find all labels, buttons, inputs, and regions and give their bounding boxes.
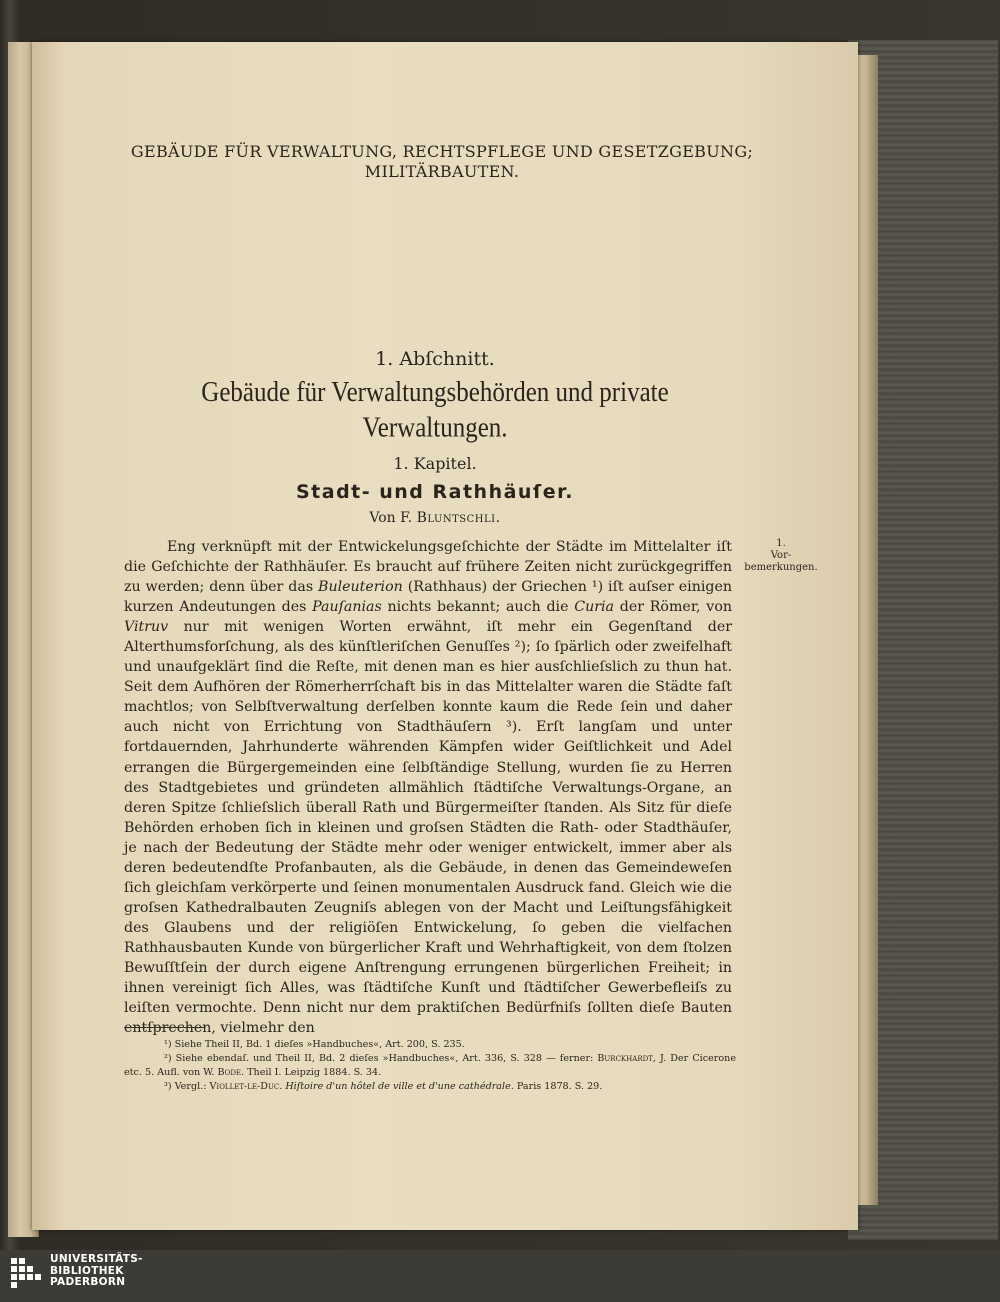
author-ref: Burckhardt	[597, 1053, 653, 1064]
text-run: Eng verknüpft mit der Entwickelungsgeſchichte der Städte im Mittelalter iſt die Geſchichte der Rathhäuſer. Es braucht auf frühere Zeiten nicht zurückgegriffen zu werden; denn über das	[124, 539, 732, 596]
text-run: . Theil I. Leipzig 1884. S. 34.	[241, 1067, 382, 1078]
footnote-1: ¹) Siehe Theil II, Bd. 1 dieſes »Handbuches«, Art. 200, S. 235.	[164, 1039, 465, 1050]
author-ref: Bode	[217, 1067, 242, 1078]
marginal-line: bemerkungen.	[744, 562, 818, 573]
footnotes	[124, 1038, 736, 1094]
footnote-rule	[124, 1027, 204, 1028]
section-title-line: Verwaltungen.	[362, 413, 508, 444]
marginal-number: 1.	[776, 538, 786, 549]
italic-term: Pauſanias	[312, 599, 382, 616]
body-text	[124, 537, 732, 1038]
author-ref: Viollet-le-Duc	[209, 1081, 280, 1092]
italic-term: Buleuterion	[318, 579, 403, 596]
text-run: .	[279, 1081, 286, 1092]
logo-line: UNIVERSITÄTS-	[50, 1253, 143, 1265]
author-name: Bluntschli.	[416, 510, 501, 526]
library-logo-text	[50, 1254, 143, 1289]
text-run: (Rathhaus) der Griechen ¹) iſt auſser einigen kurzen Andeutungen des	[124, 579, 732, 616]
footnote-2	[124, 1052, 736, 1080]
marginal-note	[736, 538, 826, 574]
logo-line: BIBLIOTHEK	[50, 1264, 124, 1277]
text-run: . Paris 1878. S. 29.	[510, 1081, 603, 1092]
italic-title: Hiſtoire d'un hôtel de ville et d'une cathédrale	[285, 1081, 511, 1092]
logo-line: PADERBORN	[50, 1276, 126, 1288]
chapter-number: 1. Kapitel.	[393, 454, 477, 473]
chapter-title: Stadt- und Rathhäuſer.	[295, 481, 574, 503]
book-page	[32, 42, 858, 1230]
running-head-line: MILITÄRBAUTEN.	[364, 162, 520, 181]
section-number: 1. Abſchnitt.	[375, 348, 495, 370]
text-run: , J. Der Cicerone etc. 5. Aufl. von W.	[124, 1053, 736, 1078]
text-run: ³) Vergl.:	[164, 1081, 210, 1092]
text-run: der Römer, von	[614, 599, 732, 616]
text-run: nur mit wenigen Worten erwähnt, iſt mehr ein Gegenſtand der Alterthumsforſchung, als des künſtleriſchen Genuſſes ²); ſo ſpärlich oder zweifelhaft und unaufgeklärt ſind die Reſte, mit denen man es hier ausſchlieſslich zu thun hat. Seit dem Aufhören der Römerherrſchaft bis in das Mittelalter waren die Städte faſt machtlos; von Selbſtverwaltung derſelben konnte kaum die Rede ſein und daher auch nicht von Errichtung von Stadthäuſern ³). Erſt langſam und unter fortdauernden, Jahrhunderte währenden Kämpfen wider Geiſtlichkeit und Adel errangen die Bürgergemeinden eine ſelbſtändige Stellung, wurden ſie zu Herren des Stadtgebietes und gründeten allmählich ſtädtiſche Verwaltungs-Organe, an deren Spitze ſchlieſslich überall Rath und Bürgermeiſter ſtanden. Als Sitz für dieſe Behörden erhoben ſich in kleinen und groſsen Städten die Rath- oder Stadthäuſer, je nach der Bedeutung der Städte mehr oder weniger entwickelt, immer aber als deren bedeutendſte Profanbauten, als die Gebäude, in denen das Gemeindeweſen ſich gleichſam verkörperte und ſeinen monumentalen Ausdruck fand. Gleich wie die groſsen Kathedralbauten Zeugniſs ablegen von der Macht und Leiſtungsfähigkeit des Glaubens und der religiöſen Entwickelung, ſo geben die vielfachen Rathhausbauten Kunde von bürgerlicher Kraft und Wehrhaftigkeit, von dem ſtolzen Bewuſſtſein der durch eigene Anſtrengung errungenen bürgerlichen Freiheit; in ihnen vereinigt ſich Alles, was ſtädtiſche Kunſt und ſtädtiſcher Gewerbefleiſs zu leiſten vermochte. Denn nicht nur dem praktiſchen Bedürfniſs ſollten dieſe Bauten entſprechen, vielmehr den	[124, 619, 732, 1037]
running-head	[92, 142, 792, 182]
section-title	[32, 375, 838, 447]
author-line	[32, 510, 838, 526]
text-run: nichts bekannt; auch die	[381, 599, 575, 616]
body-paragraph	[124, 537, 732, 1038]
italic-term: Curia	[574, 599, 614, 616]
text-run: ²) Siehe ebendaſ. und Theil II, Bd. 2 dieſes »Handbuches«, Art. 336, S. 328 — ferner:	[164, 1053, 598, 1064]
italic-term: Vitruv	[124, 619, 169, 636]
library-footer	[0, 1250, 1000, 1302]
library-logo-icon	[11, 1258, 41, 1294]
marginal-line: Vor-	[770, 550, 792, 561]
footnote-3	[124, 1080, 736, 1094]
author-prefix: Von F.	[369, 510, 413, 526]
running-head-line: GEBÄUDE FÜR VERWALTUNG, RECHTSPFLEGE UND GESETZGEBUNG;	[130, 142, 754, 161]
section-title-line: Gebäude für Verwaltungsbehörden und private	[201, 377, 669, 408]
